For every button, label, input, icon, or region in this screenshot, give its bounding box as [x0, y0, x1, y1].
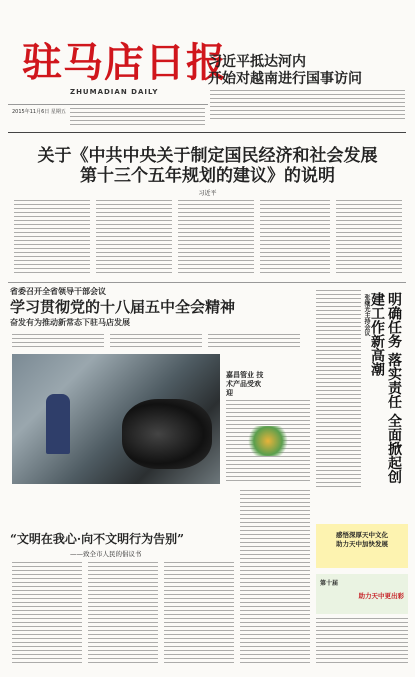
top-story-title-2: 开始对越南进行国事访问: [208, 71, 362, 87]
congress-subhead: 奋发有为推动新常态下驻马店发展: [10, 317, 130, 327]
feature-body-col-3: [178, 200, 254, 275]
civility-story[interactable]: [10, 530, 240, 558]
photo-caption: [226, 370, 266, 397]
congress-body-1: [12, 334, 104, 350]
ad-culture-sub: 助力天中加快发展: [336, 540, 388, 548]
masthead-info: [70, 108, 205, 126]
feature-body-col-1: [14, 200, 90, 275]
masthead: [0, 0, 415, 140]
ad-event-sub: 助力天中更出彩: [358, 592, 404, 600]
factory-photo: [12, 354, 220, 484]
feature-author: 习近平: [198, 190, 217, 197]
feature-body-col-2: [96, 200, 172, 275]
civility-subhead: ——致全市人民的倡议书: [70, 550, 142, 558]
feature-bottom-rule: [8, 282, 406, 283]
civility-body-1: [12, 562, 82, 666]
side-story-byline: 张继光主持会议: [363, 294, 370, 336]
congress-headline: 学习贯彻党的十八届五中全会精神: [10, 298, 236, 316]
photo-caption-title: 嘉昌管业 技术产品受欢迎: [226, 370, 264, 397]
congress-body-2: [110, 334, 202, 350]
congress-body-3: [208, 334, 300, 350]
side-story[interactable]: [316, 286, 408, 522]
issue-date: [12, 108, 66, 115]
ad-culture[interactable]: [316, 524, 408, 568]
feature-title-line-1: 关于《中共中央关于制定国民经济和社会发展: [37, 146, 378, 166]
top-story-body: [210, 90, 405, 122]
issue-date-text: 2015年11月6日 星期五: [12, 109, 66, 115]
ad-event-badge: 第十届: [320, 580, 339, 587]
worker-shape: [46, 394, 70, 454]
feature-article[interactable]: [0, 146, 415, 197]
ad-event[interactable]: [316, 574, 408, 614]
side-story-headline: 明确任务 落实责任 全面掀起创建工作新高潮: [369, 292, 402, 484]
bottom-right-text: [316, 618, 408, 666]
logo-graphic: [244, 426, 292, 456]
feature-body-col-4: [260, 200, 330, 275]
civility-body-3: [164, 562, 234, 666]
masthead-divider: [8, 104, 208, 105]
congress-story[interactable]: [10, 286, 310, 328]
feature-title-line-2: 第十三个五年规划的建议》的说明: [80, 166, 335, 186]
top-story[interactable]: [208, 54, 408, 88]
newspaper-logo-english: ZHUMADIAN DAILY: [70, 88, 159, 96]
newspaper-logo: 驻马店日报: [22, 39, 227, 86]
civility-headline: “文明在我心·向不文明行为告别”: [10, 532, 184, 546]
congress-kicker: 省委召开全省领导干部会议: [10, 287, 106, 296]
civility-body-4: [240, 490, 310, 666]
side-story-body-col-1: [316, 290, 361, 490]
masthead-bottom-rule: [8, 132, 406, 133]
ad-culture-title: 感悟深厚天中文化: [336, 531, 388, 539]
top-story-title-1: 习近平抵达河内: [208, 54, 306, 70]
feature-body-col-5: [336, 200, 402, 275]
civility-body-2: [88, 562, 158, 666]
pipe-shape: [122, 399, 212, 469]
